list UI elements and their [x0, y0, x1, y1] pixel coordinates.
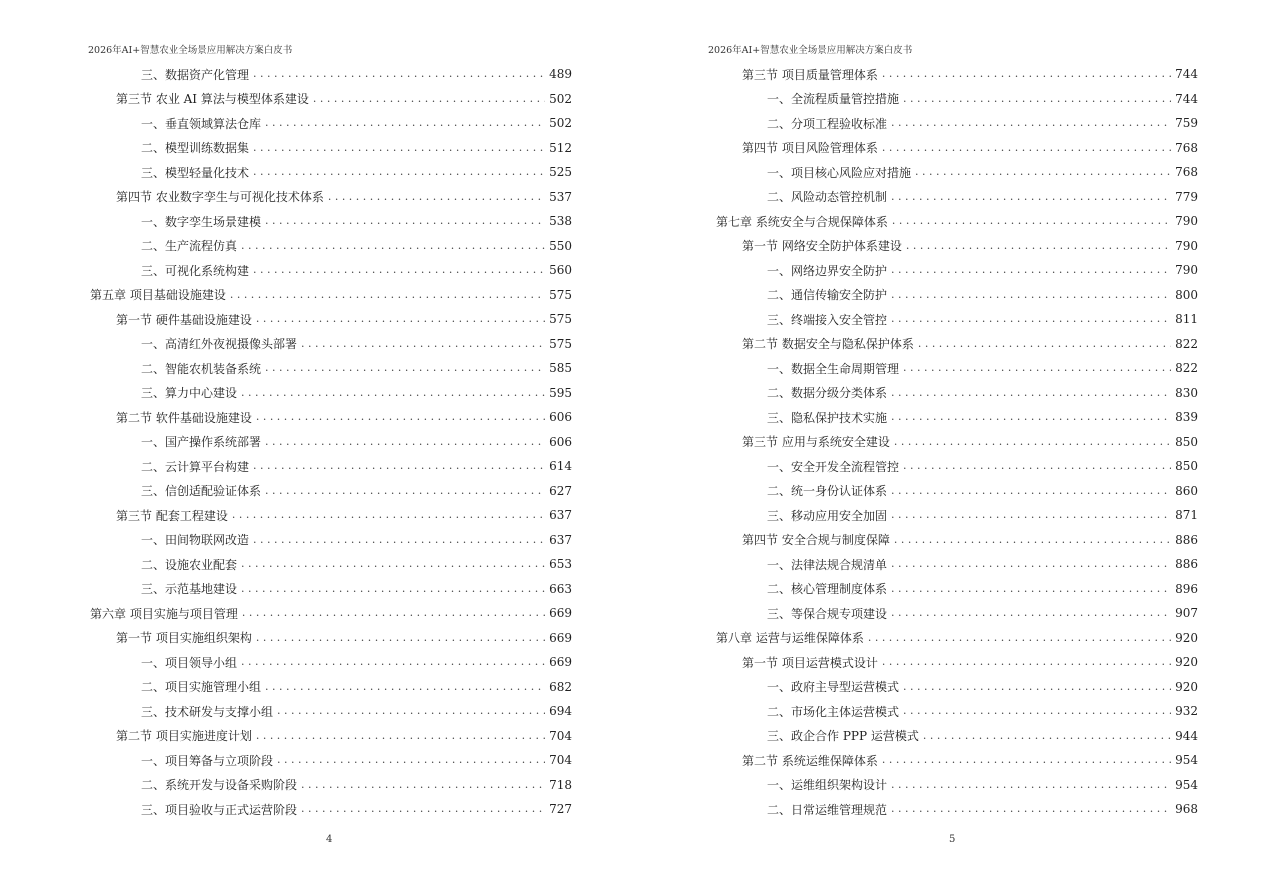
toc-entry-title: 三、模型轻量化技术	[141, 165, 250, 180]
toc-subsection-entry[interactable]	[716, 160, 1198, 185]
toc-entry-title: 三、数据资产化管理	[141, 67, 250, 82]
toc-entry-title: 一、田间物联网改造	[141, 533, 250, 548]
dot-leader	[253, 534, 545, 546]
toc-chapter-entry[interactable]	[90, 601, 572, 626]
toc-entry-page: 502	[549, 91, 572, 106]
toc-entry-title: 一、国产操作系统部署	[141, 435, 262, 450]
dot-leader	[301, 779, 545, 791]
toc-entry-title: 三、等保合规专项建设	[767, 606, 888, 621]
toc-subsection-entry[interactable]	[716, 111, 1198, 136]
dot-leader	[328, 191, 545, 203]
toc-entry-page: 768	[1175, 140, 1198, 155]
toc-entry-page: 907	[1175, 606, 1198, 621]
toc-subsection-entry[interactable]	[90, 234, 572, 259]
toc-entry-page: 968	[1175, 802, 1198, 817]
toc-entry-title: 二、设施农业配套	[141, 557, 238, 572]
toc-entry-title: 三、信创适配验证体系	[141, 484, 262, 499]
toc-entry-page: 790	[1175, 263, 1198, 278]
toc-entry-page: 704	[549, 728, 572, 743]
dot-leader	[882, 68, 1171, 80]
dot-leader	[256, 632, 545, 644]
toc-entry-page: 944	[1175, 728, 1198, 743]
toc-subsection-entry[interactable]	[90, 209, 572, 234]
dot-leader	[256, 411, 545, 423]
toc-subsection-entry[interactable]	[716, 87, 1198, 112]
toc-entry-page: 663	[549, 581, 572, 596]
toc-chapter-entry[interactable]	[716, 626, 1198, 651]
toc-entry-page: 886	[1175, 532, 1198, 547]
toc-subsection-entry[interactable]	[90, 356, 572, 381]
page-number: 4	[326, 834, 333, 845]
dot-leader	[265, 681, 545, 693]
table-of-contents	[90, 62, 572, 822]
toc-entry-page: 744	[1175, 91, 1198, 106]
dot-leader	[301, 338, 545, 350]
toc-section-entry[interactable]	[90, 307, 572, 332]
toc-entry-title: 二、日常运维管理规范	[767, 802, 888, 817]
toc-entry-title: 二、项目实施管理小组	[141, 680, 262, 695]
toc-entry-page: 839	[1175, 410, 1198, 425]
toc-subsection-entry[interactable]	[90, 552, 572, 577]
toc-subsection-entry[interactable]	[90, 62, 572, 87]
toc-entry-title: 第三节 应用与系统安全建设	[742, 435, 890, 450]
dot-leader	[918, 338, 1171, 350]
toc-entry-title: 一、数字孪生场景建模	[141, 214, 262, 229]
toc-subsection-entry[interactable]	[716, 601, 1198, 626]
toc-subsection-entry[interactable]	[716, 503, 1198, 528]
toc-section-entry[interactable]	[716, 430, 1198, 455]
toc-entry-title: 第二节 软件基础设施建设	[116, 410, 252, 425]
toc-entry-title: 第一节 项目运营模式设计	[742, 655, 878, 670]
toc-entry-title: 三、项目验收与正式运营阶段	[141, 802, 298, 817]
toc-section-entry[interactable]	[716, 332, 1198, 357]
toc-entry-title: 二、分项工程验收标准	[767, 116, 888, 131]
toc-subsection-entry[interactable]	[716, 381, 1198, 406]
dot-leader	[891, 191, 1171, 203]
toc-chapter-entry[interactable]	[716, 209, 1198, 234]
toc-entry-title: 第八章 运营与运维保障体系	[716, 631, 864, 646]
toc-subsection-entry[interactable]	[90, 258, 572, 283]
dot-leader	[253, 142, 545, 154]
dot-leader	[891, 289, 1171, 301]
toc-entry-page: 822	[1175, 336, 1198, 351]
toc-entry-page: 538	[549, 214, 572, 229]
dot-leader	[241, 240, 545, 252]
toc-entry-page: 790	[1175, 214, 1198, 229]
toc-entry-title: 第四节 项目风险管理体系	[742, 141, 878, 156]
dot-leader	[265, 436, 545, 448]
toc-entry-page: 669	[549, 606, 572, 621]
dot-leader	[301, 803, 545, 815]
dot-leader	[891, 264, 1171, 276]
toc-subsection-entry[interactable]	[90, 454, 572, 479]
toc-subsection-entry[interactable]	[716, 675, 1198, 700]
toc-subsection-entry[interactable]	[90, 650, 572, 675]
right-page	[630, 0, 1261, 895]
toc-subsection-entry[interactable]	[90, 773, 572, 798]
toc-entry-title: 第二节 项目实施进度计划	[116, 729, 252, 744]
toc-entry-page: 811	[1175, 312, 1198, 327]
toc-entry-title: 二、核心管理制度体系	[767, 582, 888, 597]
dot-leader	[253, 264, 545, 276]
toc-entry-page: 850	[1175, 434, 1198, 449]
toc-subsection-entry[interactable]	[90, 748, 572, 773]
toc-subsection-entry[interactable]	[716, 405, 1198, 430]
dot-leader	[891, 117, 1171, 129]
toc-entry-page: 779	[1175, 189, 1198, 204]
toc-entry-title: 第二节 系统运维保障体系	[742, 753, 878, 768]
toc-entry-title: 三、政企合作 PPP 运营模式	[767, 729, 919, 744]
toc-entry-title: 一、项目领导小组	[141, 655, 238, 670]
dot-leader	[277, 705, 545, 717]
toc-entry-title: 一、项目核心风险应对措施	[767, 165, 912, 180]
toc-entry-page: 637	[549, 532, 572, 547]
toc-entry-title: 第一节 硬件基础设施建设	[116, 312, 252, 327]
toc-entry-page: 512	[549, 140, 572, 155]
dot-leader	[891, 583, 1171, 595]
toc-entry-page: 920	[1175, 630, 1198, 645]
toc-entry-title: 第七章 系统安全与合规保障体系	[716, 214, 888, 229]
toc-section-entry[interactable]	[90, 503, 572, 528]
toc-entry-page: 920	[1175, 679, 1198, 694]
toc-entry-title: 二、系统开发与设备采购阶段	[141, 778, 298, 793]
toc-entry-page: 595	[549, 385, 572, 400]
dot-leader	[903, 705, 1171, 717]
toc-entry-title: 一、项目筹备与立项阶段	[141, 753, 274, 768]
toc-entry-page: 575	[549, 312, 572, 327]
toc-entry-title: 第四节 安全合规与制度保障	[742, 533, 890, 548]
toc-subsection-entry[interactable]	[716, 577, 1198, 602]
toc-subsection-entry[interactable]	[716, 185, 1198, 210]
toc-entry-title: 二、通信传输安全防护	[767, 288, 888, 303]
toc-entry-page: 790	[1175, 238, 1198, 253]
toc-entry-page: 669	[549, 655, 572, 670]
dot-leader	[256, 313, 545, 325]
dot-leader	[232, 509, 545, 521]
dot-leader	[894, 534, 1171, 546]
dot-leader	[253, 68, 545, 80]
toc-entry-page: 850	[1175, 459, 1198, 474]
dot-leader	[253, 166, 545, 178]
toc-entry-page: 575	[549, 336, 572, 351]
toc-subsection-entry[interactable]	[716, 283, 1198, 308]
toc-entry-title: 一、全流程质量管控措施	[767, 92, 900, 107]
toc-subsection-entry[interactable]	[716, 773, 1198, 798]
toc-entry-title: 第三节 配套工程建设	[116, 508, 228, 523]
toc-entry-page: 830	[1175, 385, 1198, 400]
toc-subsection-entry[interactable]	[716, 479, 1198, 504]
toc-entry-title: 第一节 网络安全防护体系建设	[742, 239, 902, 254]
toc-subsection-entry[interactable]	[716, 797, 1198, 822]
left-page	[0, 0, 630, 895]
toc-entry-title: 二、风险动态管控机制	[767, 190, 888, 205]
toc-entry-title: 一、安全开发全流程管控	[767, 459, 900, 474]
dot-leader	[891, 509, 1171, 521]
toc-subsection-entry[interactable]	[90, 528, 572, 553]
toc-entry-page: 489	[549, 67, 572, 82]
toc-subsection-entry[interactable]	[90, 430, 572, 455]
toc-entry-page: 718	[549, 777, 572, 792]
page-header: 2026年AI+智慧农业全场景应用解决方案白皮书	[708, 45, 913, 56]
toc-entry-page: 585	[549, 361, 572, 376]
toc-entry-page: 550	[549, 238, 572, 253]
dot-leader	[241, 583, 545, 595]
dot-leader	[882, 142, 1171, 154]
dot-leader	[241, 558, 545, 570]
dot-leader	[882, 656, 1171, 668]
toc-entry-title: 二、生产流程仿真	[141, 239, 238, 254]
toc-entry-title: 三、终端接入安全管控	[767, 312, 888, 327]
toc-section-entry[interactable]	[90, 626, 572, 651]
dot-leader	[923, 730, 1171, 742]
dot-leader	[230, 289, 545, 301]
toc-subsection-entry[interactable]	[90, 332, 572, 357]
dot-leader	[253, 460, 545, 472]
toc-subsection-entry[interactable]	[90, 479, 572, 504]
dot-leader	[891, 485, 1171, 497]
toc-subsection-entry[interactable]	[716, 356, 1198, 381]
dot-leader	[891, 779, 1171, 791]
toc-subsection-entry[interactable]	[716, 724, 1198, 749]
toc-entry-title: 一、数据全生命周期管理	[767, 361, 900, 376]
toc-entry-page: 669	[549, 630, 572, 645]
toc-subsection-entry[interactable]	[716, 552, 1198, 577]
toc-section-entry[interactable]	[90, 185, 572, 210]
toc-entry-title: 一、垂直领域算法仓库	[141, 116, 262, 131]
toc-subsection-entry[interactable]	[90, 381, 572, 406]
toc-entry-page: 502	[549, 116, 572, 131]
toc-entry-page: 727	[549, 802, 572, 817]
toc-subsection-entry[interactable]	[90, 699, 572, 724]
toc-entry-title: 第二节 数据安全与隐私保护体系	[742, 337, 914, 352]
toc-entry-title: 二、统一身份认证体系	[767, 484, 888, 499]
toc-entry-title: 第六章 项目实施与项目管理	[90, 606, 238, 621]
toc-entry-page: 525	[549, 165, 572, 180]
toc-entry-title: 三、隐私保护技术实施	[767, 410, 888, 425]
toc-entry-page: 704	[549, 753, 572, 768]
table-of-contents	[716, 62, 1198, 822]
toc-subsection-entry[interactable]	[716, 307, 1198, 332]
toc-entry-title: 第四节 农业数字孪生与可视化技术体系	[116, 190, 324, 205]
toc-entry-title: 第一节 项目实施组织架构	[116, 631, 252, 646]
toc-section-entry[interactable]	[716, 650, 1198, 675]
toc-entry-title: 二、市场化主体运营模式	[767, 704, 900, 719]
toc-subsection-entry[interactable]	[90, 675, 572, 700]
dot-leader	[241, 656, 545, 668]
toc-entry-title: 三、示范基地建设	[141, 582, 238, 597]
toc-entry-page: 653	[549, 557, 572, 572]
toc-entry-page: 627	[549, 483, 572, 498]
dot-leader	[265, 215, 545, 227]
toc-subsection-entry[interactable]	[716, 454, 1198, 479]
toc-entry-title: 二、云计算平台构建	[141, 459, 250, 474]
toc-entry-page: 800	[1175, 287, 1198, 302]
toc-subsection-entry[interactable]	[90, 577, 572, 602]
toc-entry-title: 一、法律法规合规清单	[767, 557, 888, 572]
page-header: 2026年AI+智慧农业全场景应用解决方案白皮书	[88, 45, 293, 56]
toc-entry-page: 606	[549, 410, 572, 425]
toc-entry-title: 二、模型训练数据集	[141, 141, 250, 156]
toc-entry-title: 二、智能农机装备系统	[141, 361, 262, 376]
dot-leader	[891, 313, 1171, 325]
toc-section-entry[interactable]	[716, 748, 1198, 773]
toc-subsection-entry[interactable]	[716, 699, 1198, 724]
toc-entry-page: 822	[1175, 361, 1198, 376]
toc-entry-page: 744	[1175, 67, 1198, 82]
toc-entry-page: 896	[1175, 581, 1198, 596]
toc-entry-title: 一、高清红外夜视摄像头部署	[141, 337, 298, 352]
toc-entry-page: 694	[549, 704, 572, 719]
dot-leader	[906, 240, 1171, 252]
toc-entry-page: 575	[549, 287, 572, 302]
toc-section-entry[interactable]	[90, 87, 572, 112]
toc-entry-page: 637	[549, 508, 572, 523]
toc-entry-title: 一、政府主导型运营模式	[767, 680, 900, 695]
dot-leader	[903, 93, 1171, 105]
toc-entry-page: 682	[549, 679, 572, 694]
toc-section-entry[interactable]	[716, 528, 1198, 553]
dot-leader	[277, 754, 545, 766]
toc-entry-page: 768	[1175, 165, 1198, 180]
dot-leader	[903, 460, 1171, 472]
dot-leader	[882, 754, 1171, 766]
toc-entry-page: 954	[1175, 753, 1198, 768]
toc-entry-page: 537	[549, 189, 572, 204]
toc-entry-title: 第五章 项目基础设施建设	[90, 288, 226, 303]
toc-subsection-entry[interactable]	[90, 111, 572, 136]
toc-chapter-entry[interactable]	[90, 283, 572, 308]
toc-entry-page: 606	[549, 434, 572, 449]
toc-entry-page: 860	[1175, 483, 1198, 498]
toc-entry-title: 第三节 项目质量管理体系	[742, 67, 878, 82]
toc-entry-page: 560	[549, 263, 572, 278]
dot-leader	[903, 681, 1171, 693]
dot-leader	[894, 436, 1171, 448]
toc-entry-page: 954	[1175, 777, 1198, 792]
dot-leader	[265, 485, 545, 497]
toc-section-entry[interactable]	[716, 62, 1198, 87]
toc-entry-page: 871	[1175, 508, 1198, 523]
dot-leader	[891, 387, 1171, 399]
dot-leader	[891, 607, 1171, 619]
toc-subsection-entry[interactable]	[90, 160, 572, 185]
toc-entry-title: 第三节 农业 AI 算法与模型体系建设	[116, 92, 309, 107]
dot-leader	[891, 558, 1171, 570]
dot-leader	[241, 387, 545, 399]
dot-leader	[256, 730, 545, 742]
page-number: 5	[949, 834, 956, 845]
dot-leader	[242, 607, 545, 619]
toc-section-entry[interactable]	[90, 405, 572, 430]
toc-entry-page: 932	[1175, 704, 1198, 719]
toc-section-entry[interactable]	[716, 136, 1198, 161]
toc-subsection-entry[interactable]	[716, 258, 1198, 283]
dot-leader	[915, 166, 1171, 178]
dot-leader	[891, 803, 1171, 815]
dot-leader	[265, 362, 545, 374]
dot-leader	[313, 93, 545, 105]
toc-entry-title: 二、数据分级分类体系	[767, 386, 888, 401]
toc-entry-title: 一、运维组织架构设计	[767, 778, 888, 793]
toc-subsection-entry[interactable]	[90, 797, 572, 822]
toc-entry-title: 三、技术研发与支撑小组	[141, 704, 274, 719]
toc-entry-title: 三、可视化系统构建	[141, 263, 250, 278]
toc-entry-page: 920	[1175, 655, 1198, 670]
dot-leader	[892, 215, 1171, 227]
toc-subsection-entry[interactable]	[90, 136, 572, 161]
toc-section-entry[interactable]	[90, 724, 572, 749]
dot-leader	[868, 632, 1171, 644]
toc-entry-page: 614	[549, 459, 572, 474]
toc-entry-page: 759	[1175, 116, 1198, 131]
dot-leader	[891, 411, 1171, 423]
toc-entry-page: 886	[1175, 557, 1198, 572]
toc-entry-title: 三、移动应用安全加固	[767, 508, 888, 523]
toc-entry-title: 一、网络边界安全防护	[767, 263, 888, 278]
toc-section-entry[interactable]	[716, 234, 1198, 259]
toc-entry-title: 三、算力中心建设	[141, 386, 238, 401]
dot-leader	[265, 117, 545, 129]
dot-leader	[903, 362, 1171, 374]
